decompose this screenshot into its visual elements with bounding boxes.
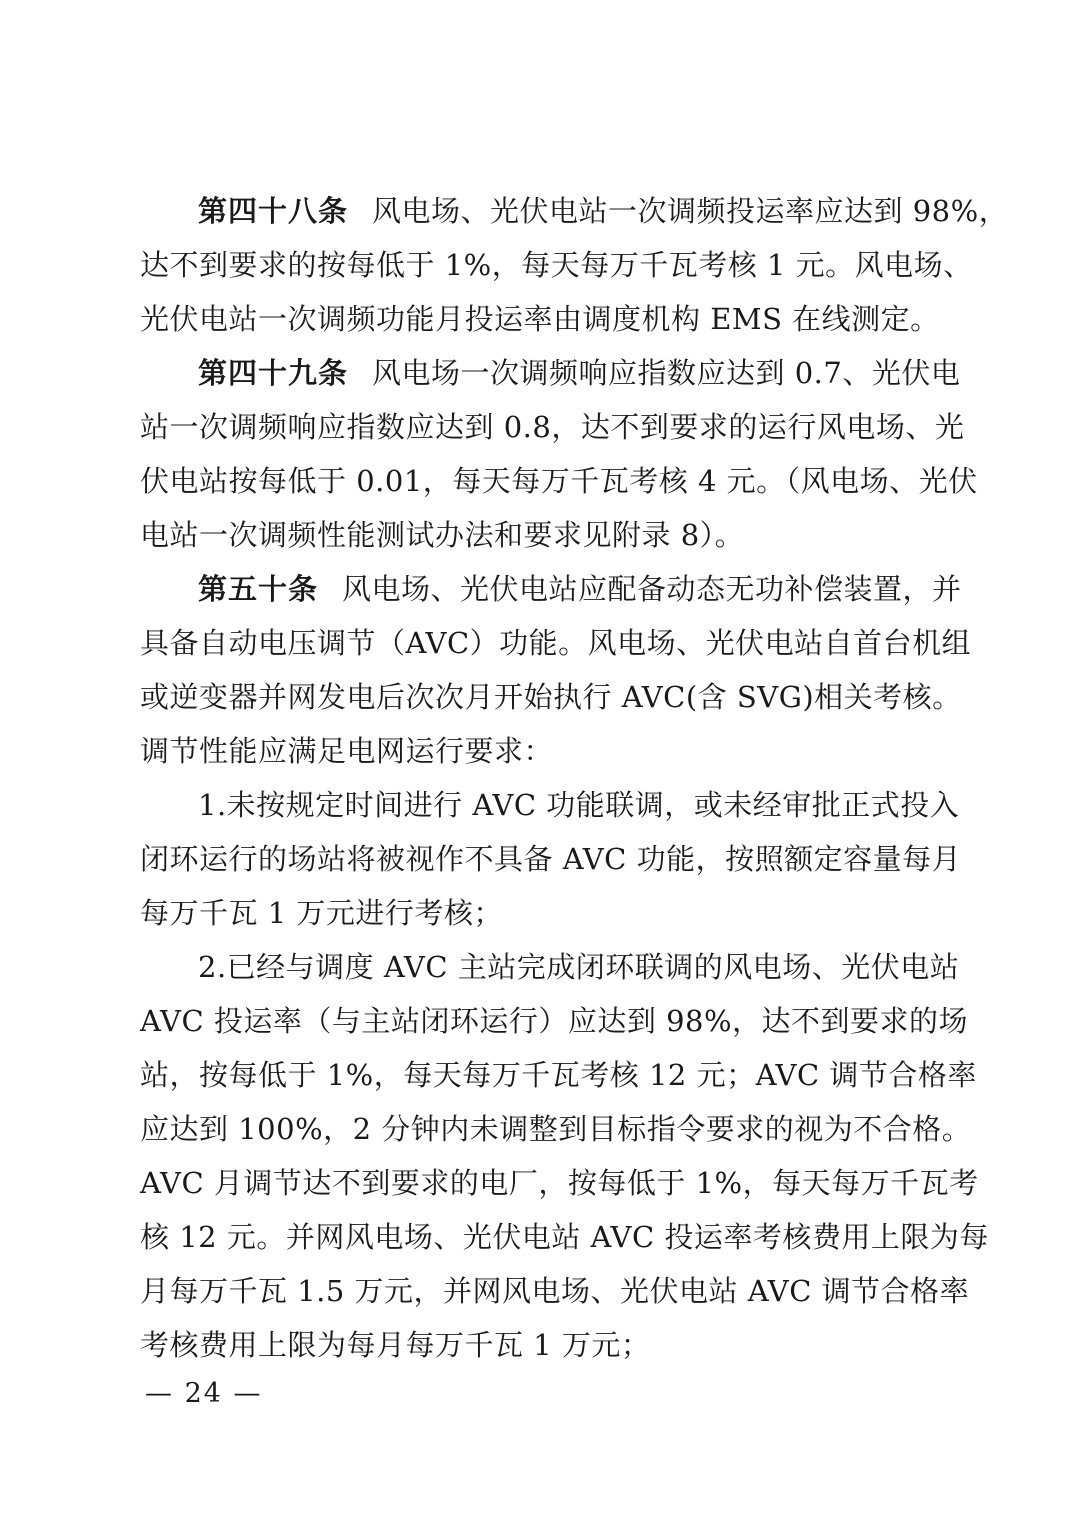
- article-50-line-4: 调节性能应满足电网运行要求：: [140, 734, 554, 768]
- article-50-text: 风电场、光伏电站应配备动态无功补偿装置，并: [342, 572, 962, 606]
- item-2-line-2: AVC 投运率（与主站闭环运行）应达到 98%，达不到要求的场: [140, 1004, 969, 1038]
- item-2-line-8: 考核费用上限为每月每万千瓦 1 万元；: [140, 1328, 651, 1362]
- article-50-line-1: [140, 562, 962, 616]
- article-49-heading: 第四十九条: [198, 356, 349, 390]
- item-2-line-6: 核 12 元。并网风电场、光伏电站 AVC 投运率考核费用上限为每: [140, 1220, 989, 1254]
- item-2-line-7: 月每万千瓦 1.5 万元，并网风电场、光伏电站 AVC 调节合格率: [140, 1274, 970, 1308]
- article-49-text: 风电场一次调频响应指数应达到 0.7、光伏电: [372, 356, 961, 390]
- item-2-line-1: 2.已经与调度 AVC 主站完成闭环联调的风电场、光伏电站: [198, 950, 960, 984]
- item-2-line-5: AVC 月调节达不到要求的电厂，按每低于 1%，每天每万千瓦考: [140, 1166, 979, 1200]
- article-49-line-4: 电站一次调频性能测试办法和要求见附录 8）。: [140, 518, 745, 552]
- article-48-line-1: [140, 184, 1009, 238]
- item-1-line-1: 1.未按规定时间进行 AVC 功能联调，或未经审批正式投入: [198, 788, 960, 822]
- article-48-line-2: 达不到要求的按每低于 1%，每天每万千瓦考核 1 元。风电场、: [140, 248, 973, 282]
- page-number: — 24 —: [145, 1378, 263, 1409]
- article-49-line-3: 伏电站按每低于 0.01，每天每万千瓦考核 4 元。（风电场、光伏: [140, 464, 978, 498]
- article-50-heading: 第五十条: [198, 572, 319, 606]
- article-50-line-3: 或逆变器并网发电后次次月开始执行 AVC(含 SVG)相关考核。: [140, 680, 962, 714]
- article-49-line-1: [140, 346, 961, 400]
- article-50-line-2: 具备自动电压调节（AVC）功能。风电场、光伏电站自首台机组: [140, 626, 972, 660]
- item-1-line-2: 闭环运行的场站将被视作不具备 AVC 功能，按照额定容量每月: [140, 842, 962, 876]
- document-body: [140, 184, 1009, 1372]
- article-48-heading: 第四十八条: [198, 194, 349, 228]
- item-2-line-3: 站，按每低于 1%，每天每万千瓦考核 12 元；AVC 调节合格率: [140, 1058, 977, 1092]
- article-48-line-3: 光伏电站一次调频功能月投运率由调度机构 EMS 在线测定。: [140, 302, 940, 336]
- item-2-line-4: 应达到 100%，2 分钟内未调整到目标指令要求的视为不合格。: [140, 1112, 972, 1146]
- item-1-line-3: 每万千瓦 1 万元进行考核；: [140, 896, 503, 930]
- article-48-text: 风电场、光伏电站一次调频投运率应达到 98%，: [372, 194, 1009, 228]
- article-49-line-2: 站一次调频响应指数应达到 0.8，达不到要求的运行风电场、光: [140, 410, 965, 444]
